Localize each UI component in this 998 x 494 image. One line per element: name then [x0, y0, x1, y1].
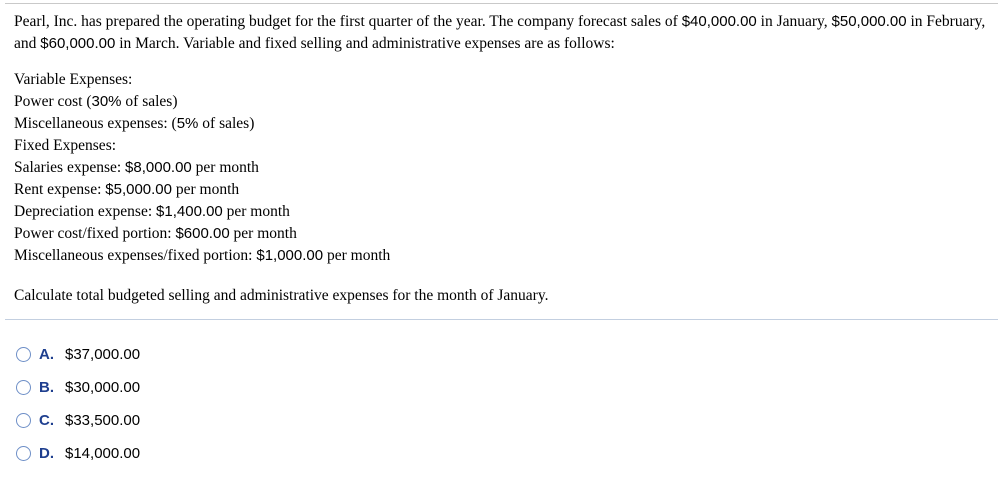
- answer-choice-c[interactable]: [16, 404, 140, 437]
- answer-choice-d[interactable]: [16, 437, 140, 470]
- number-text: $1,400.00: [156, 203, 223, 220]
- number-text: $1,000.00: [256, 247, 324, 264]
- question-text: [14, 11, 989, 267]
- text-segment: Rent expense:: [14, 181, 106, 198]
- text-segment: per month: [191, 159, 259, 176]
- number-text: $8,000.00: [125, 159, 192, 176]
- text-segment: Miscellaneous expenses/fixed portion:: [14, 247, 257, 264]
- choice-letter: C.: [39, 412, 54, 429]
- text-segment: per month: [229, 225, 297, 242]
- number-text: 5%: [176, 115, 199, 132]
- expense-line: [14, 157, 989, 179]
- text-segment: Variable Expenses:: [14, 71, 133, 88]
- choice-amount: $37,000.00: [65, 346, 141, 363]
- expense-line: [14, 113, 989, 135]
- text-segment: per month: [222, 203, 290, 220]
- choice-letter: A.: [39, 346, 54, 363]
- expense-line: [14, 245, 989, 267]
- number-text: 30%: [91, 93, 122, 110]
- choice-amount: $30,000.00: [65, 379, 141, 396]
- expense-line: [14, 223, 989, 245]
- number-text: $5,000.00: [105, 181, 172, 198]
- radio-button[interactable]: [16, 413, 31, 428]
- text-segment: Power cost (: [14, 93, 92, 110]
- answer-divider: [5, 319, 998, 320]
- answer-choice-a[interactable]: [16, 338, 140, 371]
- text-segment: Power cost/fixed portion:: [14, 225, 176, 242]
- text-segment: of sales): [121, 93, 178, 110]
- expense-line: [14, 135, 989, 157]
- text-segment: Miscellaneous expenses: (: [14, 115, 177, 132]
- choice-letter: D.: [39, 445, 54, 462]
- text-segment: in March. Variable and fixed selling and administrative expenses are as follows:: [115, 35, 615, 52]
- choice-letter: B.: [39, 379, 54, 396]
- number-text: $600.00: [175, 225, 230, 242]
- top-divider: [5, 3, 998, 4]
- text-segment: per month: [172, 181, 240, 198]
- text-segment: Depreciation expense:: [14, 203, 157, 220]
- text-segment: Salaries expense:: [14, 159, 126, 176]
- expense-list: [14, 69, 989, 267]
- number-text: $60,000.00: [40, 35, 116, 52]
- radio-button[interactable]: [16, 446, 31, 461]
- expense-line: [14, 201, 989, 223]
- expense-line: [14, 179, 989, 201]
- question-intro: [14, 11, 989, 55]
- text-segment: in February, and: [14, 13, 986, 52]
- radio-button[interactable]: [16, 380, 31, 395]
- text-segment: in January,: [756, 13, 832, 30]
- text-segment: per month: [323, 247, 391, 264]
- text-segment: Pearl, Inc. has prepared the operating budget for the first quarter of the year. The company forecast sales of: [14, 13, 682, 30]
- number-text: $40,000.00: [681, 13, 757, 30]
- answer-choice-b[interactable]: [16, 371, 140, 404]
- radio-button[interactable]: [16, 347, 31, 362]
- question-prompt: Calculate total budgeted selling and administrative expenses for the month of January.: [14, 287, 549, 304]
- number-text: $50,000.00: [831, 13, 907, 30]
- text-segment: of sales): [198, 115, 255, 132]
- expense-line: [14, 91, 989, 113]
- text-segment: Fixed Expenses:: [14, 137, 117, 154]
- choice-amount: $33,500.00: [65, 412, 141, 429]
- answer-choices: [16, 338, 140, 470]
- choice-amount: $14,000.00: [65, 445, 141, 462]
- expense-line: [14, 69, 989, 91]
